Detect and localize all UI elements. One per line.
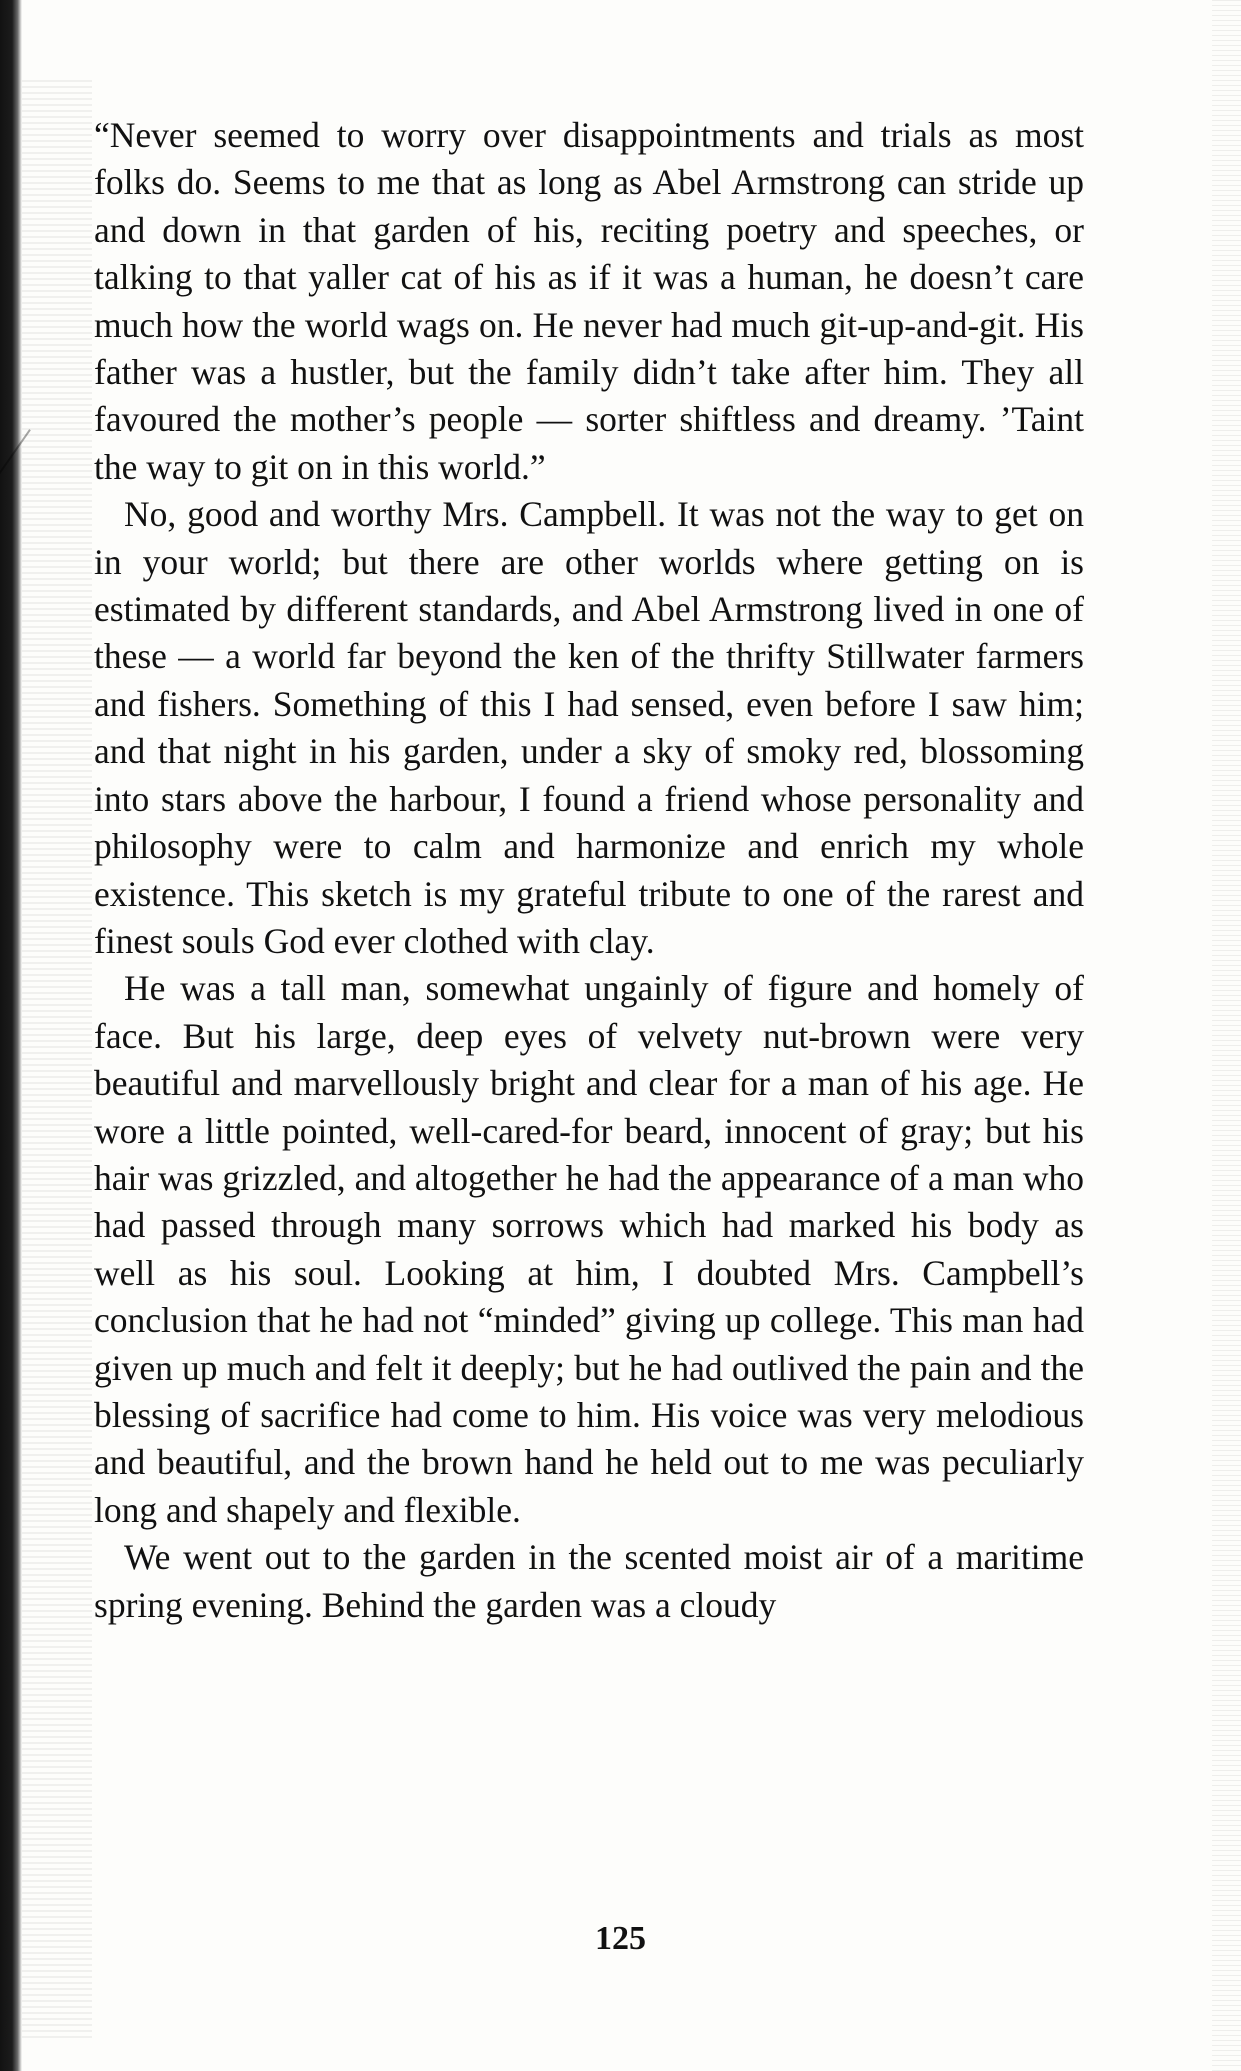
- paragraph-4: We went out to the garden in the scented moist air of a maritime spring evening. Behind the garden was a cloudy: [94, 1537, 1084, 1625]
- paragraph-2: No, good and worthy Mrs. Campbell. It was not the way to get on in your world; but there are other worlds where getting on is estimated by different standards, and Abel Armstrong lived in one of these — a world far beyond the ken of the thrifty Stillwater farmers and fishers. Something of this I had sensed, even before I saw him; and that night in his garden, under a sky of smoky red, blossoming into stars above the harbour, I found a friend whose personality and philosophy were to calm and harmonize and enrich my whole existence. This sketch is my grateful tribute to one of the rarest and finest souls God ever clothed with clay.: [94, 494, 1084, 961]
- paragraph-3: He was a tall man, somewhat ungainly of figure and homely of face. But his large, deep eyes of velvety nut-brown were very beautiful and marvellously bright and clear for a man of his age. He wore a little pointed, well-cared-for beard, innocent of gray; but his hair was grizzled, and altogether he had the appearance of a man who had passed through many sorrows which had marked his body as well as his soul. Looking at him, I doubted Mrs. Campbell’s conclusion that he had not “minded” giving up college. This man had given up much and felt it deeply; but he had outlived the pain and the blessing of sacrifice had come to him. His voice was very melodious and beautiful, and the brown hand he held out to me was peculiarly long and shapely and flexible.: [94, 968, 1084, 1530]
- page-number: 125: [595, 1920, 646, 1957]
- page-binding-edge: [0, 0, 22, 2071]
- binding-shadow: [22, 80, 92, 2040]
- page-right-edge: [1212, 0, 1241, 2071]
- paragraph-1: “Never seemed to worry over disappointments and trials as most folks do. Seems to me that as long as Abel Armstrong can stride up and down in that garden of his, reciting poetry and speeches, or talking to that yaller cat of his as if it was a human, he doesn’t care much how the world wags on. He never had much git-up-and-git. His father was a hustler, but the family didn’t take after him. They all favoured the mother’s people — sorter shiftless and dreamy. ’Taint the way to git on in this world.”: [94, 115, 1084, 487]
- body-text: [94, 112, 1084, 1629]
